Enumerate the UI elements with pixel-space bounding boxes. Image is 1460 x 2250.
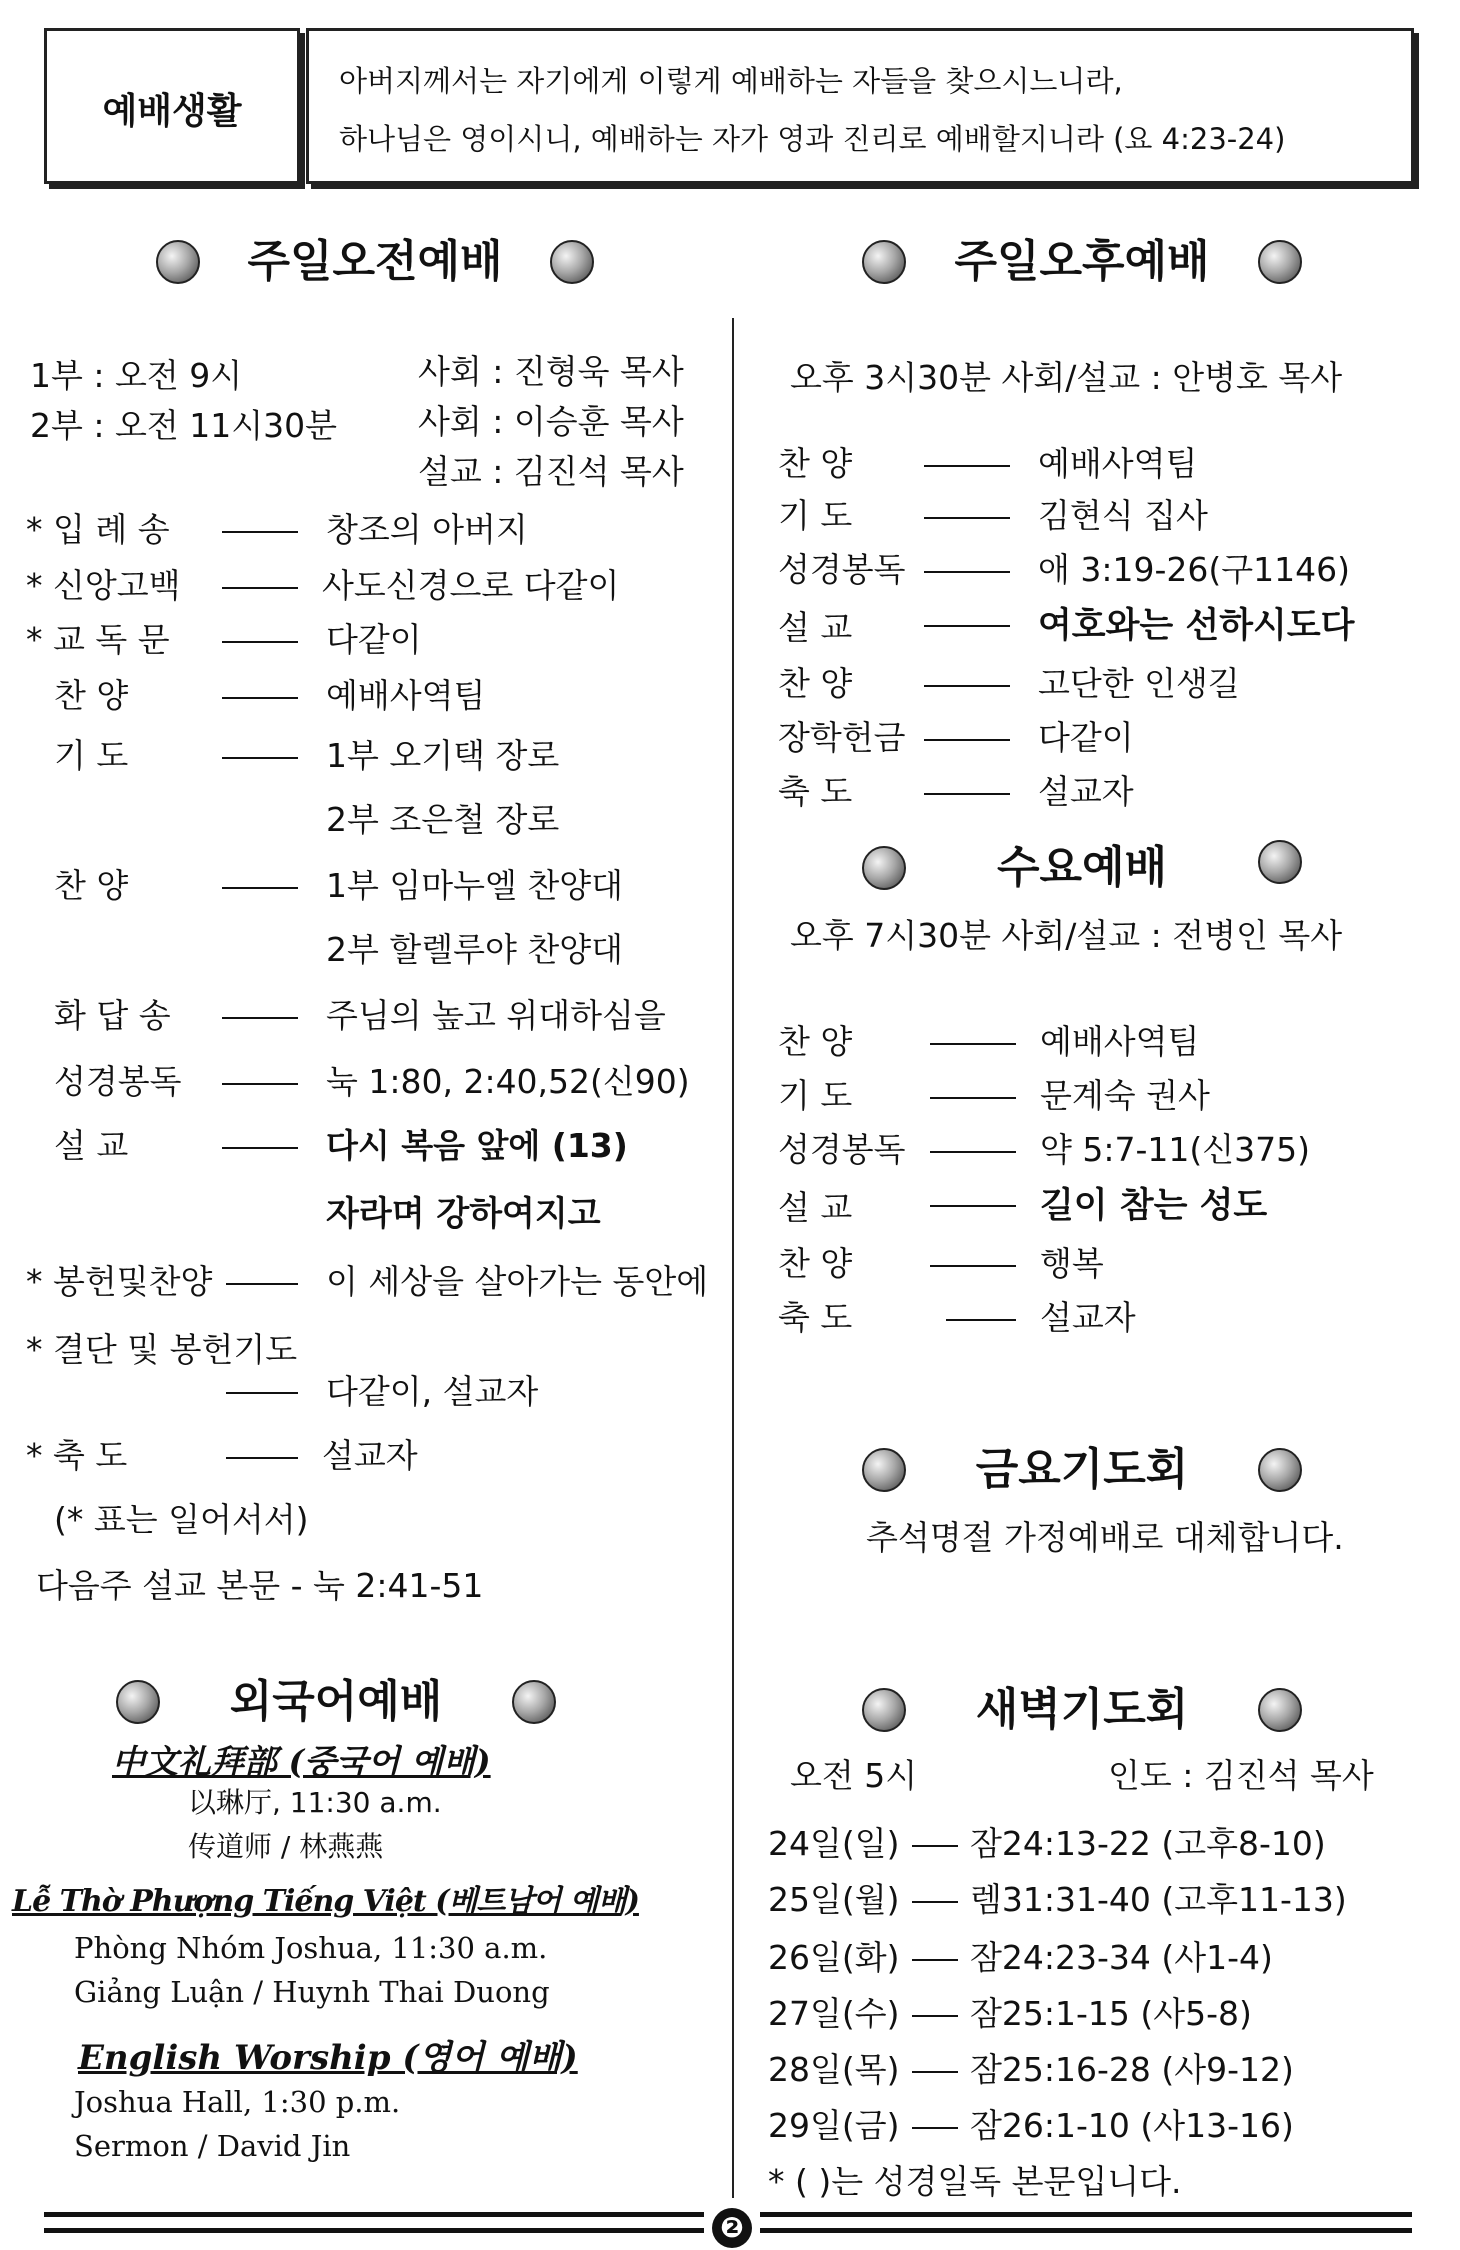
order-label: 찬 양 xyxy=(778,1244,853,1283)
afternoon-title: 주일오후예배 xyxy=(954,236,1210,287)
order-label: 성경봉독 xyxy=(54,1062,182,1101)
afternoon-time-leader: 오후 3시30분 사회/설교 : 안병호 목사 xyxy=(790,358,1343,397)
bullet-ball-icon xyxy=(512,1680,556,1724)
leader-dash xyxy=(924,739,1010,741)
order-label: 설 교 xyxy=(778,1188,853,1227)
order-label: 찬 양 xyxy=(778,444,853,483)
order-value: 예배사역팀 xyxy=(1038,444,1198,483)
dawn-note: * ( )는 성경일독 본문입니다. xyxy=(768,2162,1182,2201)
reading-day: 27일(수) xyxy=(768,1994,900,2033)
order-value: 약 5:7-11(신375) xyxy=(1040,1130,1310,1169)
leader-dash xyxy=(226,1283,298,1285)
leader-dash xyxy=(924,465,1010,467)
leader-dash xyxy=(924,517,1010,519)
morning-svc2-leader: 사회 : 이승훈 목사 xyxy=(418,402,684,441)
order-value: 다같이, 설교자 xyxy=(326,1372,539,1411)
leader-dash xyxy=(924,685,1010,687)
footer-rule xyxy=(760,2212,1412,2217)
order-value: 김현식 집사 xyxy=(1038,496,1208,535)
order-value: 설교자 xyxy=(1038,772,1134,811)
reading-text: 잠24:13-22 (고후8-10) xyxy=(970,1824,1326,1863)
bullet-ball-icon xyxy=(550,240,594,284)
dawn-time: 오전 5시 xyxy=(790,1756,918,1795)
order-label: * 신앙고백 xyxy=(26,566,181,605)
friday-note: 추석명절 가정예배로 대체합니다. xyxy=(866,1518,1344,1557)
order-label: 설 교 xyxy=(54,1126,129,1165)
order-label: * 입 례 송 xyxy=(26,510,170,549)
wednesday-heading xyxy=(862,838,1302,898)
header-label-box xyxy=(44,28,300,184)
column-divider xyxy=(732,318,734,2198)
order-value: 설교자 xyxy=(1040,1298,1136,1337)
vietnamese-location: Phòng Nhóm Joshua, 11:30 a.m. xyxy=(74,1931,548,1965)
order-value: 예배사역팀 xyxy=(326,676,486,715)
reading-text: 렘31:31-40 (고후11-13) xyxy=(970,1880,1347,1919)
order-value: 사도신경으로 다같이 xyxy=(322,566,620,605)
wednesday-title: 수요예배 xyxy=(996,842,1167,893)
footer-rule xyxy=(44,2212,704,2217)
order-label: 축 도 xyxy=(778,772,853,811)
leader-dash xyxy=(222,887,298,889)
sermon-subtitle: 자라며 강하여지고 xyxy=(326,1194,601,1234)
chinese-preacher: 传道师 / 林燕燕 xyxy=(188,1830,384,1863)
footer-rule xyxy=(44,2228,704,2233)
leader-dash xyxy=(924,793,1010,795)
leader-dash xyxy=(912,2127,958,2129)
bullet-ball-icon xyxy=(1258,240,1302,284)
leader-dash xyxy=(222,641,298,643)
bullet-ball-icon xyxy=(1258,1688,1302,1732)
leader-dash xyxy=(226,1457,298,1459)
leader-dash xyxy=(912,1959,958,1961)
order-value: 문계숙 권사 xyxy=(1040,1076,1210,1115)
leader-dash xyxy=(924,625,1010,627)
morning-svc1-time: 1부 : 오전 9시 xyxy=(30,356,243,395)
afternoon-heading xyxy=(862,232,1302,292)
leader-dash xyxy=(930,1043,1016,1045)
header-verse-box xyxy=(306,28,1414,184)
vietnamese-service-title: Lễ Thờ Phượng Tiếng Việt (베트남어 예배) xyxy=(12,1884,639,1919)
reading-day: 24일(일) xyxy=(768,1824,900,1863)
order-label: 성경봉독 xyxy=(778,550,906,589)
wednesday-sermon-title: 길이 참는 성도 xyxy=(1040,1186,1268,1226)
friday-title: 금요기도회 xyxy=(975,1444,1189,1495)
order-label: * 축 도 xyxy=(26,1436,128,1475)
leader-dash xyxy=(930,1151,1016,1153)
order-label: 성경봉독 xyxy=(778,1130,906,1169)
order-value: 1부 임마누엘 찬양대 xyxy=(326,866,623,905)
verse-line-1: 아버지께서는 자기에게 이렇게 예배하는 자들을 찾으시느니라, xyxy=(339,64,1123,98)
friday-heading xyxy=(862,1440,1302,1500)
order-value: 예배사역팀 xyxy=(1040,1022,1200,1061)
dawn-leader: 인도 : 김진석 목사 xyxy=(1108,1756,1374,1795)
reading-day: 29일(금) xyxy=(768,2106,900,2145)
leader-dash xyxy=(924,571,1010,573)
order-label: 찬 양 xyxy=(778,1022,853,1061)
order-label: 찬 양 xyxy=(54,866,129,905)
morning-svc2-time: 2부 : 오전 11시30분 xyxy=(30,406,337,445)
chinese-location: 以琳厅, 11:30 a.m. xyxy=(188,1786,442,1819)
leader-dash xyxy=(222,1147,298,1149)
order-label: * 봉헌및찬양 xyxy=(26,1262,213,1301)
reading-text: 잠25:16-28 (사9-12) xyxy=(970,2050,1294,2089)
header-label: 예배생활 xyxy=(102,91,242,132)
afternoon-sermon-title: 여호와는 선하시도다 xyxy=(1038,606,1355,646)
leader-dash xyxy=(912,1901,958,1903)
order-value: 행복 xyxy=(1040,1244,1104,1283)
leader-dash xyxy=(930,1205,1016,1207)
reading-day: 28일(목) xyxy=(768,2050,900,2089)
order-value: 애 3:19-26(구1146) xyxy=(1038,550,1350,589)
order-label: 찬 양 xyxy=(54,676,129,715)
leader-dash xyxy=(930,1265,1016,1267)
order-value: 다같이 xyxy=(326,620,422,659)
order-label: 기 도 xyxy=(778,496,853,535)
morning-title: 주일오전예배 xyxy=(247,236,503,287)
leader-dash xyxy=(912,2015,958,2017)
reading-day: 25일(월) xyxy=(768,1880,900,1919)
order-value-2: 2부 할렐루야 찬양대 xyxy=(326,930,623,969)
morning-preacher: 설교 : 김진석 목사 xyxy=(418,452,684,491)
morning-heading xyxy=(150,232,600,292)
dawn-title: 새벽기도회 xyxy=(975,1684,1189,1735)
order-value: 눅 1:80, 2:40,52(신90) xyxy=(326,1062,690,1101)
morning-svc1-leader: 사회 : 진형욱 목사 xyxy=(418,352,684,391)
order-value: 다같이 xyxy=(1038,718,1134,757)
leader-dash xyxy=(222,531,298,533)
leader-dash xyxy=(946,1319,1016,1321)
leader-dash xyxy=(222,587,298,589)
english-preacher: Sermon / David Jin xyxy=(74,2129,351,2163)
order-label: * 결단 및 봉헌기도 xyxy=(26,1330,298,1369)
reading-text: 잠24:23-34 (사1-4) xyxy=(970,1938,1273,1977)
order-label: 기 도 xyxy=(54,736,129,775)
bullet-ball-icon xyxy=(1258,840,1302,884)
chinese-service-title: 中文礼拜部 (중국어 예배) xyxy=(112,1742,491,1781)
leader-dash xyxy=(222,697,298,699)
order-value: 고단한 인생길 xyxy=(1038,664,1240,703)
order-value-2: 2부 조은철 장로 xyxy=(326,800,560,839)
english-service-title: English Worship (영어 예배) xyxy=(78,2038,578,2078)
footer-rule xyxy=(760,2228,1412,2233)
next-week-text: 다음주 설교 본문 - 눅 2:41-51 xyxy=(36,1566,484,1605)
order-value: 주님의 높고 위대하심을 xyxy=(326,996,666,1035)
order-label: 찬 양 xyxy=(778,664,853,703)
dawn-heading xyxy=(862,1680,1302,1740)
leader-dash xyxy=(912,1845,958,1847)
reading-text: 잠26:1-10 (사13-16) xyxy=(970,2106,1294,2145)
leader-dash xyxy=(226,1392,298,1394)
order-value: 1부 오기택 장로 xyxy=(326,736,560,775)
leader-dash xyxy=(222,1017,298,1019)
reading-day: 26일(화) xyxy=(768,1938,900,1977)
foreign-heading xyxy=(116,1672,556,1732)
leader-dash xyxy=(912,2071,958,2073)
order-label: 설 교 xyxy=(778,608,853,647)
standing-note: (* 표는 일어서서) xyxy=(54,1500,309,1539)
order-value: 설교자 xyxy=(322,1436,418,1475)
english-location: Joshua Hall, 1:30 p.m. xyxy=(74,2085,401,2119)
order-value: 창조의 아버지 xyxy=(326,510,528,549)
order-label: 화 답 송 xyxy=(54,996,171,1035)
order-label: 축 도 xyxy=(778,1298,853,1337)
order-label: * 교 독 문 xyxy=(26,620,170,659)
bullet-ball-icon xyxy=(1258,1448,1302,1492)
verse-line-2: 하나님은 영이시니, 예배하는 자가 영과 진리로 예배할지니라 (요 4:23-24) xyxy=(339,122,1286,156)
page-number: ❷ xyxy=(712,2208,752,2248)
order-value: 이 세상을 살아가는 동안에 xyxy=(326,1262,709,1301)
leader-dash xyxy=(222,1083,298,1085)
vietnamese-preacher: Giảng Luận / Huynh Thai Duong xyxy=(74,1975,550,2009)
sermon-title: 다시 복음 앞에 (13) xyxy=(326,1126,628,1165)
foreign-title: 외국어예배 xyxy=(229,1676,443,1727)
reading-text: 잠25:1-15 (사5-8) xyxy=(970,1994,1252,2033)
leader-dash xyxy=(930,1097,1016,1099)
wednesday-time-leader: 오후 7시30분 사회/설교 : 전병인 목사 xyxy=(790,916,1343,955)
order-label: 장학헌금 xyxy=(778,718,906,757)
order-label: 기 도 xyxy=(778,1076,853,1115)
leader-dash xyxy=(222,757,298,759)
